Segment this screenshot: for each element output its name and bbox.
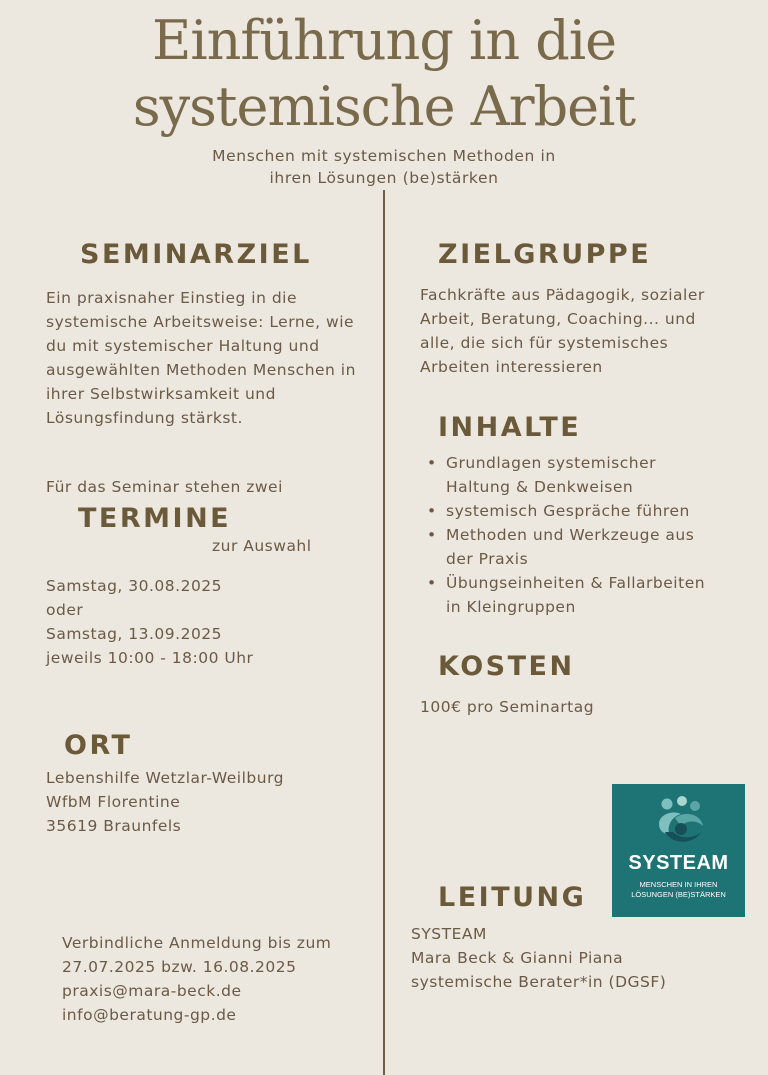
seminarziel-line: du mit systemischer Haltung und [46, 337, 320, 355]
inhalte-item-line: • systemisch Gespräche führen [446, 502, 690, 520]
email-link-info[interactable]: info@beratung-gp.de [62, 1006, 237, 1024]
seminarziel-line: Lösungsfindung stärkst. [46, 409, 243, 427]
zielgruppe-line: Arbeiten interessieren [420, 358, 603, 376]
termine-suffix: zur Auswahl [212, 537, 312, 555]
title-line-2: systemische Arbeit [132, 75, 636, 138]
termine-heading: TERMINE [78, 503, 232, 534]
ort-line: 35619 Braunfels [46, 817, 182, 835]
leitung-line: systemische Berater*in (DGSF) [411, 973, 667, 991]
ort-address [46, 766, 284, 838]
systeam-logo [612, 784, 745, 917]
zielgruppe-line: Fachkräfte aus Pädagogik, sozialer [420, 286, 705, 304]
subtitle-line-2: ihren Lösungen (be)stärken [269, 169, 499, 187]
leitung-text [411, 922, 666, 994]
page-title [0, 8, 768, 140]
people-circle-icon [651, 796, 707, 848]
inhalte-item [422, 571, 705, 619]
kosten-heading: KOSTEN [438, 651, 575, 682]
seminarziel-text [46, 286, 356, 430]
anmeldung-line: Verbindliche Anmeldung bis zum [62, 934, 332, 952]
inhalte-item-line: Haltung & Denkweisen [446, 478, 634, 496]
ort-heading: ORT [64, 730, 133, 761]
seminarziel-line: systemische Arbeitsweise: Lerne, wie [46, 313, 355, 331]
termine-dates [46, 574, 253, 670]
anmeldung-block [62, 931, 331, 1027]
termine-line: Samstag, 13.09.2025 [46, 625, 223, 643]
seminarziel-line: ausgewählten Methoden Menschen in [46, 361, 356, 379]
seminarziel-line: ihrer Selbstwirksamkeit und [46, 385, 276, 403]
page-subtitle [0, 145, 768, 189]
inhalte-item-line: der Praxis [446, 550, 529, 568]
inhalte-item-line: • Übungseinheiten & Fallarbeiten [446, 574, 706, 592]
termine-line: oder [46, 601, 84, 619]
leitung-heading: LEITUNG [438, 882, 587, 913]
subtitle-line-1: Menschen mit systemischen Methoden in [212, 147, 556, 165]
leitung-line: Mara Beck & Gianni Piana [411, 949, 624, 967]
seminarziel-line: Ein praxisnaher Einstieg in die [46, 289, 298, 307]
inhalte-item-line: • Methoden und Werkzeuge aus [446, 526, 695, 544]
anmeldung-line: 27.07.2025 bzw. 16.08.2025 [62, 958, 297, 976]
ort-line: Lebenshilfe Wetzlar-Weilburg [46, 769, 285, 787]
column-divider [383, 190, 385, 1075]
ort-line: WfbM Florentine [46, 793, 181, 811]
logo-tagline-line: MENSCHEN IN IHREN [639, 880, 718, 889]
email-link-praxis[interactable]: praxis@mara-beck.de [62, 982, 242, 1000]
logo-tagline [612, 880, 745, 900]
inhalte-item-line: • Grundlagen systemischer [446, 454, 656, 472]
leitung-line: SYSTEAM [411, 925, 487, 943]
zielgruppe-text [420, 283, 705, 379]
inhalte-item [422, 523, 705, 571]
inhalte-item [422, 499, 705, 523]
termine-line: jeweils 10:00 - 18:00 Uhr [46, 649, 254, 667]
inhalte-item-line: in Kleingruppen [446, 598, 576, 616]
termine-line: Samstag, 30.08.2025 [46, 577, 223, 595]
title-line-1: Einführung in die [151, 9, 617, 72]
kosten-text: 100€ pro Seminartag [420, 698, 595, 716]
inhalte-list [422, 451, 705, 619]
termine-intro: Für das Seminar stehen zwei [46, 478, 283, 496]
zielgruppe-line: Arbeit, Beratung, Coaching... und [420, 310, 696, 328]
inhalte-heading: INHALTE [438, 412, 582, 443]
logo-tagline-line: LÖSUNGEN (BE)STÄRKEN [631, 890, 726, 899]
inhalte-item [422, 451, 705, 499]
zielgruppe-heading: ZIELGRUPPE [438, 239, 652, 270]
zielgruppe-line: alle, die sich für systemisches [420, 334, 669, 352]
seminarziel-heading: SEMINARZIEL [80, 239, 312, 270]
logo-name: SYSTEAM [628, 852, 729, 874]
